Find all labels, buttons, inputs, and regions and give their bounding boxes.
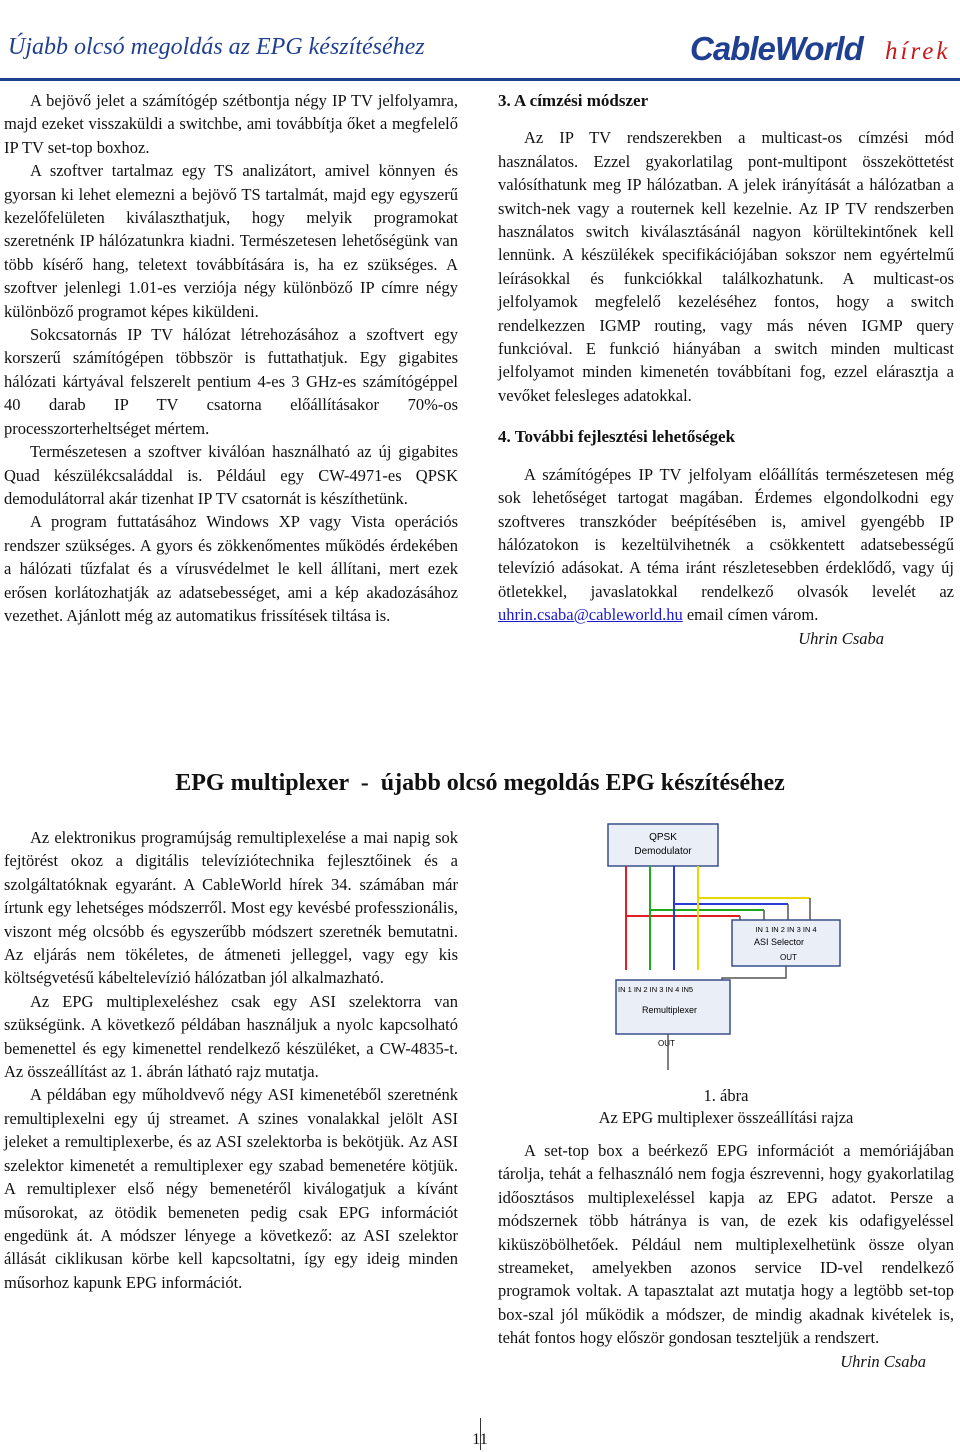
figure-number: 1. ábra [703, 1086, 749, 1105]
section-3-heading: 3. A címzési módszer [498, 91, 649, 110]
column-top-right [498, 89, 954, 650]
paragraph: Sokcsatornás IP TV hálózat létrehozásához a szoftvert egy korszerű számítógépen többször is futtathatjuk. Egy gigabites hálózati kártyával felszerelt pentium 4-es 3 GHz-es számítógéppel 40 darab IP TV csatorna előállításakor 70%-os processzorterheltséget mértem. [4, 325, 458, 438]
paragraph: A program futtatásához Windows XP vagy Vista operációs rendszer szükséges. A gyors és zökkenőmentes működés érdekében a hálózati tűzfalat és a vírusvédelmet le kell állítani, mert ezek erősen korlátozhatják az adatsebességet, ami a kép akadozásához vezethet. Ajánlott még az automatikus frissítések tiltása is. [4, 512, 458, 625]
remux-label: Remultiplexer [642, 1005, 698, 1015]
figure-diagram [604, 820, 844, 1074]
logo-sub: hírek [885, 38, 951, 65]
author-signature: Uhrin Csaba [840, 1351, 926, 1371]
paragraph: A set-top box a beérkező EPG információt a memóriájában tárolja, tehát a felhasználó nem fogja észrevenni, hogy gyakorlatilag időosztásos multiplexeléssel kapja az EPG adatot. Persze a módszernek több hátránya is van, de ezek kis odafigyeléssel kiküszöbölhetőek. Például nem multiplexelhetünk össze olyan streameket, amelyekben azonos service ID-vel rendelkező programok voltak. A tapasztalat azt mutatja hogy a legtöbb set-top box-szal jól működik a módszer, de mindig akadnak kivételek is, tehát fontos hogy először gondosan teszteljük a rendszert. [498, 1141, 954, 1348]
qpsk-demodulator-box [608, 824, 718, 866]
header-rule [0, 78, 960, 81]
remux-inputs-label: IN 1 IN 2 IN 3 IN 4 IN5 [618, 985, 694, 994]
paragraph: A bejövő jelet a számítógép szétbontja négy IP TV jelfolyamra, majd ezeket visszaküldi a switchbe, ami továbbítja őket a megfelelő IP TV set-top boxhoz. [4, 91, 458, 157]
column-top-left [4, 89, 458, 627]
line-red [626, 866, 740, 970]
header-title: Újabb olcsó megoldás az EPG készítéséhez [8, 34, 425, 60]
publication-logo [690, 30, 951, 70]
paragraph-text: A számítógépes IP TV jelfolyam előállítás természetesen még sok lehetőséget tartogat magában. Érdemes elgondolkodni egy szoftveres transzkóder beépítésében is, amivel gyengébb IP hálózatokon is kezeltülvihetnék a csökkentett adatsebességű televízió adásokat. A téma iránt részletesebben érdeklődő, vagy új ötletekkel, javaslatokkal rendelkező olvasók levelét az [498, 464, 954, 601]
qpsk-sublabel: Demodulator [634, 846, 692, 857]
paragraph: Az EPG multiplexeléshez csak egy ASI szelektorra van szükségünk. A következő példában használjuk a nyolc kapcsolható bemenettel és egy kimenettel rendelkező készüléket, a CW-4835-t. Az összeállítást az 1. ábrán látható rajz mutatja. [4, 991, 458, 1082]
qpsk-label: QPSK [649, 832, 677, 843]
paragraph: Az elektronikus programújság remultiplexelése a mai napig sok fejtörést okoz a digitális televíziótechnika fejlesztőinek és a szolgáltatóknak egyaránt. A CableWorld hírek 34. számában már írtunk egy lehetséges módszerről. Most egy kevésbé professzionális, viszont még olcsóbb és egyszerűbb módszert szeretnék bemutatni. Az eljárás nem tökéletes, de átmeneti jelleggel, vagy egy kis költségvetésű kábeltelevízió hálózatban jól alkalmazható. [4, 828, 458, 988]
paragraph-text: email címen várom. [686, 605, 819, 625]
paragraph: Természetesen a szoftver kiválóan használható az új gigabites Quad készülékcsaláddal is. Például egy CW-4971-es QPSK demodulátorral akár tizenhat IP TV csatornát is készíthetünk. [4, 442, 458, 508]
column-bottom-right [498, 1139, 954, 1373]
figure-caption-text: Az EPG multiplexer összeállítási rajza [598, 1108, 854, 1127]
wiring-diagram [604, 820, 844, 1074]
asi-inputs-label: IN 1 IN 2 IN 3 IN 4 [755, 925, 817, 934]
figure-caption [498, 1085, 954, 1129]
section-4-heading: 4. További fejlesztési lehetőségek [498, 427, 736, 447]
asi-selector-label: ASI Selector [754, 937, 805, 947]
asi-to-remux-line [722, 966, 786, 980]
column-bottom-left [4, 826, 458, 1294]
paragraph [498, 463, 954, 627]
logo-brand: CableWorld [690, 30, 863, 67]
email-link[interactable]: uhrin.csaba@cableworld.hu [498, 605, 683, 625]
remux-out-label: OUT [658, 1039, 675, 1048]
paragraph: A példában egy műholdvevő négy ASI kimenetéből szeretnénk remultiplexelni egy új streamet. A szines vonalakkal jelölt ASI jeleket a remultiplexerbe, és az ASI szelektorba is bekötjük. Az ASI szelektor kimenetét a remultiplexer egy szabad bemenetére kötjük. A remultiplexer első négy bemenetéről kiválogatjuk a kívánt műsorokat, az ötödik bemeneten pedig csak EPG információt engedünk át. A módszer lényege a következő: az ASI szelektor állását ciklikusan körbe kell kapcsoltatni, így egy ideig minden műsorhoz kapunk EPG információt. [4, 1085, 458, 1292]
paragraph: A szoftver tartalmaz egy TS analizátort, amivel könnyen és gyorsan ki lehet elemezni a bejövő TS tartalmát, majd egy egyszerű kezelőfelületen kiválaszthatjuk, hogy melyik programokat szeretnénk IP hálózatunkra kiadni. Természetesen lehetőségünk van több kísérő hang, teletext továbbítására is, ha ez szükséges. A szoftver jelenlegi 1.01-es verziója négy különböző IP címre négy különböző programot képes kiküldeni. [4, 161, 458, 321]
article-title: EPG multiplexer - újabb olcsó megoldás EPG készítéséhez [175, 770, 785, 796]
author-signature: Uhrin Csaba [798, 628, 884, 648]
asi-out-label: OUT [780, 953, 797, 962]
page-number: 11 [472, 1431, 488, 1448]
paragraph: Az IP TV rendszerekben a multicast-os címzési mód használatos. Ezzel gyakorlatilag pont-multipont összeköttetést valósíthatunk meg IP hálózatban. A jelek irányítását a hálózatban a switch-nek vagy a routernek kell kezelnie. Az IP TV rendszerben használatos switch kiválasztásánál nagyon körültekintőnek kell lennünk. A készülékek specifikációjában sokszor nem egyértelmű leírásokkal és funkciókkal találkozhatunk. A multicast-os jelfolyamok megfelelő kezeléséhez fontos, hogy a switch rendelkezzen IGMP routing, vagy más néven IGMP query funkcióval. E funkció hiányában a switch minden multicast jelfolyamot minden kimenetén továbbítani fog, ezzel elárasztja a vevőket felesleges adatokkal. [498, 128, 954, 405]
